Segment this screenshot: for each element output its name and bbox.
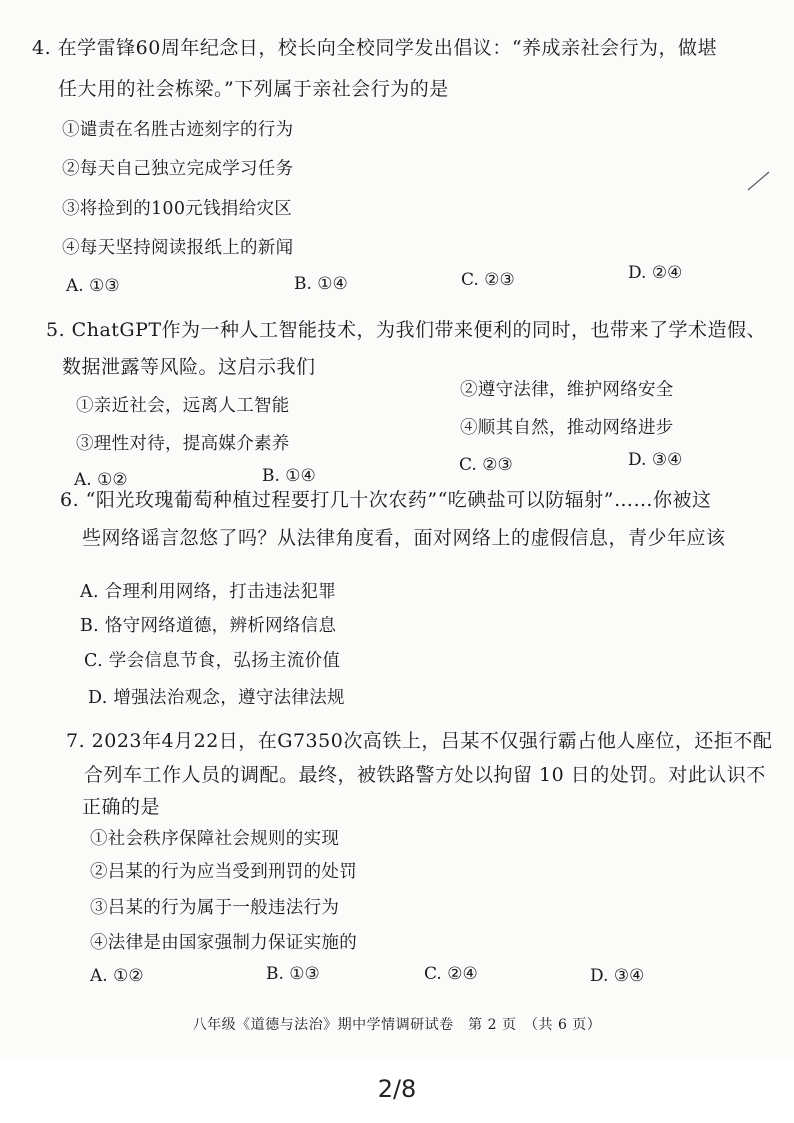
q7-item-1: ①社会秩序保障社会规则的实现 <box>90 829 340 849</box>
q4-option-c: C. ②③ <box>461 270 515 290</box>
q5-option-b: B. ①④ <box>262 466 316 486</box>
q7-option-b: B. ①③ <box>266 964 320 984</box>
q4-item-3: ③将捡到的100元钱捐给灾区 <box>62 199 293 219</box>
q5-item-2: ②遵守法律，维护网络安全 <box>460 380 674 400</box>
q5-option-c: C. ②③ <box>459 455 513 475</box>
q5-option-d: D. ③④ <box>628 450 683 470</box>
pen-mark <box>745 168 773 194</box>
q5-stem-line2: 数据泄露等风险。这启示我们 <box>62 356 316 378</box>
page-counter: 2/8 <box>377 1075 417 1103</box>
page-footer: 八年级《道德与法治》期中学情调研试卷 第 2 页 （共 6 页） <box>192 1017 602 1033</box>
q4-stem-line2: 任大用的社会栋梁。”下列属于亲社会行为的是 <box>58 78 449 100</box>
q7-item-4: ④法律是由国家强制力保证实施的 <box>90 933 357 953</box>
q7-stem-line3: 正确的是 <box>82 796 161 818</box>
q5-item-3: ③理性对待，提高媒介素养 <box>76 434 290 454</box>
q4-option-b: B. ①④ <box>294 274 348 294</box>
q4-option-a: A. ①③ <box>66 276 120 296</box>
q7-option-c: C. ②④ <box>424 964 478 984</box>
q5-option-a: A. ①② <box>74 470 128 490</box>
q4-item-2: ②每天自己独立完成学习任务 <box>62 159 294 179</box>
q4-stem-line1: 4. 在学雷锋60周年纪念日，校长向全校同学发出倡议：“养成亲社会行为，做堪 <box>32 37 718 59</box>
q5-stem-line1: 5. ChatGPT作为一种人工智能技术，为我们带来便利的同时，也带来了学术造假、 <box>46 319 767 341</box>
q7-stem-line2: 合列车工作人员的调配。最终，被铁路警方处以拘留 10 日的处罚。对此认识不 <box>84 764 766 786</box>
q4-item-4: ④每天坚持阅读报纸上的新闻 <box>62 238 294 258</box>
q6-option-b: B. 恪守网络道德，辨析网络信息 <box>80 616 337 636</box>
q7-stem-line1: 7. 2023年4月22日，在G7350次高铁上，吕某不仅强行霸占他人座位，还拒不配 <box>66 730 773 752</box>
q4-item-1: ①谴责在名胜古迹刻字的行为 <box>62 120 294 140</box>
q5-item-1: ①亲近社会，远离人工智能 <box>76 396 290 416</box>
q6-option-c: C. 学会信息节食，弘扬主流价值 <box>84 651 341 671</box>
q5-item-4: ④顺其自然，推动网络进步 <box>460 418 674 438</box>
q6-option-a: A. 合理利用网络，打击违法犯罪 <box>80 582 337 602</box>
q6-stem-line1: 6. “阳光玫瑰葡萄种植过程要打几十次农药”“吃碘盐可以防辐射”……你被这 <box>60 489 712 511</box>
q7-item-2: ②吕某的行为应当受到刑罚的处罚 <box>90 862 357 882</box>
q4-option-d: D. ②④ <box>628 263 683 283</box>
q7-option-a: A. ①② <box>90 966 144 986</box>
q6-stem-line2: 些网络谣言忽悠了吗？从法律角度看，面对网络上的虚假信息，青少年应该 <box>82 527 726 549</box>
q7-option-d: D. ③④ <box>590 966 645 986</box>
q7-item-3: ③吕某的行为属于一般违法行为 <box>90 898 340 918</box>
q6-option-d: D. 增强法治观念，遵守法律法规 <box>88 688 345 708</box>
